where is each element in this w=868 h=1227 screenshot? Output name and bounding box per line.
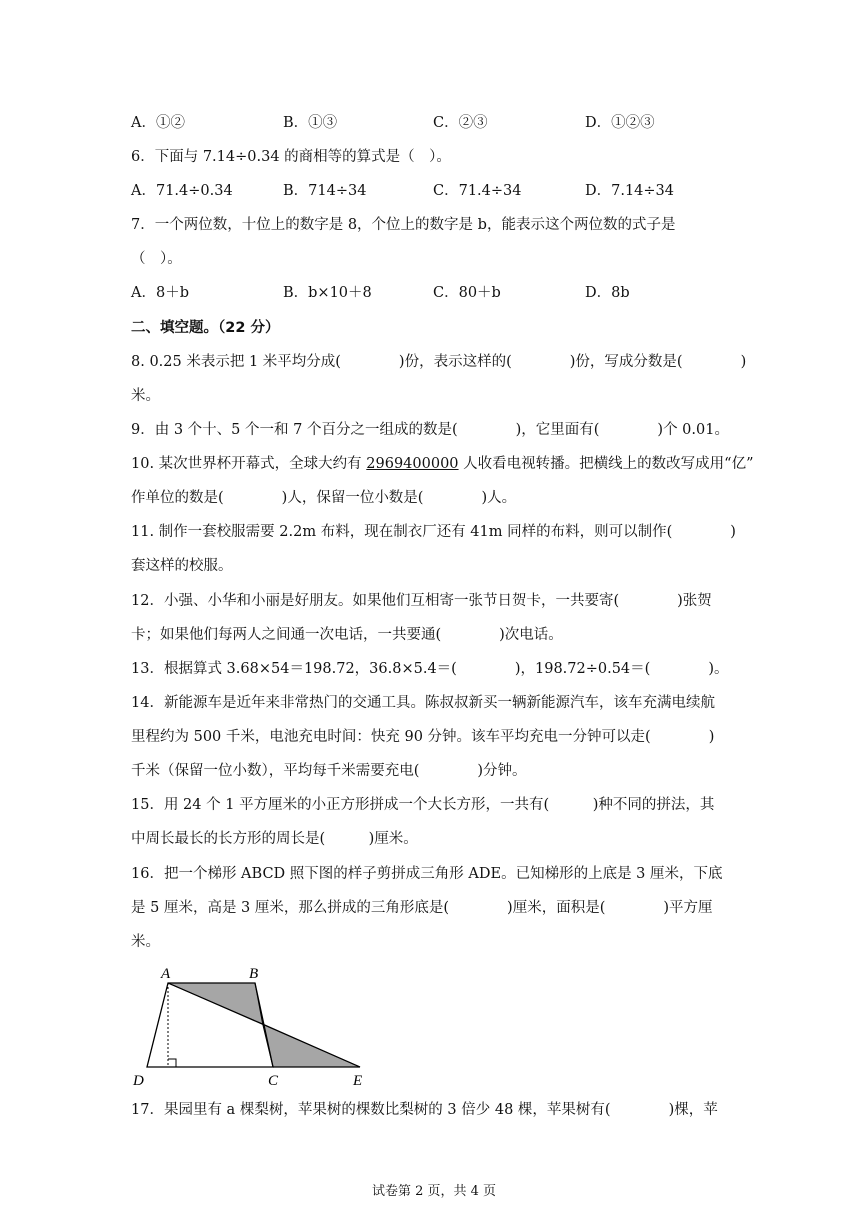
q7-option-d: D．8b [585,285,630,301]
right-angle-mark [168,1059,176,1067]
q11-line1: 11. 制作一套校服需要 2.2m 布料，现在制衣厂还有 41m 同样的布料，则可以制作( ) [131,524,736,540]
q5-option-b: B．①③ [283,115,338,131]
q10-line1 [131,454,753,474]
q7-option-b: B．b×10＋8 [283,285,372,301]
q6-stem: 6．下面与 7.14÷0.34 的商相等的算式是（ ）。 [131,149,451,165]
q6-option-b: B．714÷34 [283,183,367,199]
q17-text: 17．果园里有 a 棵梨树，苹果树的棵数比梨树的 3 倍少 48 棵，苹果树有( )棵，苹 [131,1102,718,1118]
q12-line2: 卡；如果他们每两人之间通一次电话，一共要通( )次电话。 [131,627,563,643]
page-footer: 试卷第 2 页，共 4 页 [371,1184,497,1199]
label-a: A [161,966,171,982]
q10-line2: 作单位的数是( )人，保留一位小数是( )人。 [131,490,517,506]
q10-post: 人收看电视转播。把横线上的数改写成用“亿” [458,456,754,472]
q5-option-c: C．②③ [433,115,488,131]
q6-option-d: D．7.14÷34 [585,183,675,199]
q14-line1: 14．新能源车是近年来非常热门的交通工具。陈叔叔新买一辆新能源汽车，该车充满电续航 [131,695,715,711]
q12-line1: 12．小强、小华和小丽是好朋友。如果他们互相寄一张节日贺卡，一共要寄( )张贺 [131,593,712,609]
q6-option-c: C．71.4÷34 [433,183,522,199]
label-e: E [353,1073,363,1089]
label-b: B [249,966,259,982]
q8-line1: 8. 0.25 米表示把 1 米平均分成( )份，表示这样的( )份，写成分数是( ) [131,354,747,370]
trapezoid-figure [125,958,375,1090]
q8-line2: 米。 [131,388,160,404]
section-heading: 二、填空题。（22 分） [131,320,280,336]
q16-line1: 16．把一个梯形 ABCD 照下图的样子剪拼成三角形 ADE。已知梯形的上底是 3 厘米，下底 [131,866,723,882]
q15-line2: 中周长最长的长方形的周长是( )厘米。 [131,831,418,847]
q7-option-c: C．80＋b [433,285,501,301]
q11-line2: 套这样的校服。 [131,558,233,574]
q14-line3: 千米（保留一位小数），平均每千米需要充电( )分钟。 [131,763,527,779]
q13-text: 13．根据算式 3.68×54＝198.72，36.8×5.4＝( )，198.72÷0.54＝( )。 [131,661,729,677]
q16-line3: 米。 [131,934,160,950]
q7-stem-line1: 7．一个两位数，十位上的数字是 8，个位上的数字是 b，能表示这个两位数的式子是 [131,217,676,233]
q5-option-d: D．①②③ [585,115,655,131]
q7-option-a: A．8＋b [131,285,189,301]
label-d: D [133,1073,144,1089]
q9-text: 9．由 3 个十、5 个一和 7 个百分之一组成的数是( )，它里面有( )个 0.01。 [131,422,729,438]
q5-option-a: A．①② [131,115,185,131]
q10-pre: 10. 某次世界杯开幕式，全球大约有 [131,456,367,472]
line-ae [168,983,360,1067]
q16-line2: 是 5 厘米，高是 3 厘米，那么拼成的三角形底是( )厘米，面积是( )平方厘 [131,900,713,916]
q10-underlined-number: 2969400000 [366,456,459,472]
q7-stem-line2: （ ）。 [131,251,182,267]
q14-line2: 里程约为 500 千米，电池充电时间：快充 90 分钟。该车平均充电一分钟可以走( ) [131,729,715,745]
label-c: C [268,1073,279,1089]
q6-option-a: A．71.4÷0.34 [131,183,233,199]
q15-line1: 15．用 24 个 1 平方厘米的小正方形拼成一个大长方形，一共有( )种不同的拼法，其 [131,797,715,813]
